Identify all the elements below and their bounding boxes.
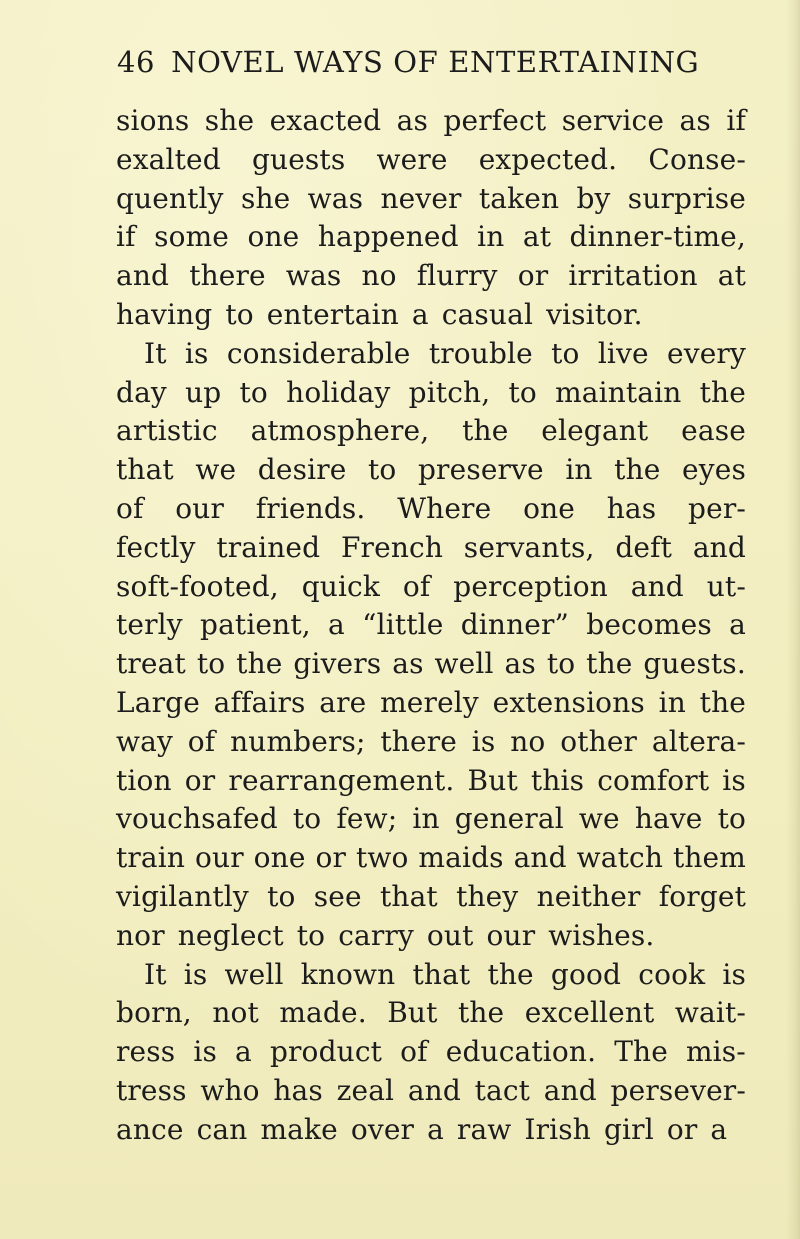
word: as xyxy=(679,104,711,137)
word: product xyxy=(269,1035,383,1069)
word: rearrangement. xyxy=(228,763,455,797)
word: our xyxy=(486,918,536,952)
word: ance xyxy=(116,1112,184,1146)
word: a xyxy=(729,608,746,642)
word: nor xyxy=(116,918,165,952)
word: casual xyxy=(441,297,534,331)
word: not xyxy=(212,996,259,1030)
word: in xyxy=(412,802,440,836)
word: irritation xyxy=(568,259,698,293)
word: our xyxy=(195,841,244,875)
word: if xyxy=(116,220,136,254)
word: the xyxy=(462,414,509,448)
text-line xyxy=(116,102,746,141)
word: ress xyxy=(116,1035,176,1069)
word: trained xyxy=(216,530,321,564)
word: wishes. xyxy=(548,918,655,952)
word: day xyxy=(116,375,167,409)
word: “little xyxy=(362,608,444,642)
text-line xyxy=(116,917,746,956)
word: she xyxy=(204,104,255,137)
word: forget xyxy=(658,879,746,913)
word: desire xyxy=(257,453,347,487)
word: one xyxy=(523,491,575,525)
word: no xyxy=(361,259,397,293)
word: altera- xyxy=(651,724,746,758)
word: has xyxy=(273,1073,323,1107)
word: were xyxy=(376,142,448,176)
word: or xyxy=(517,259,549,293)
word: a xyxy=(235,1035,252,1069)
text-line xyxy=(116,412,746,451)
word: is xyxy=(722,763,746,797)
word: over xyxy=(350,1112,415,1146)
word: have xyxy=(634,802,703,836)
text-line xyxy=(116,1072,746,1111)
word: some xyxy=(154,220,230,254)
text-line xyxy=(116,645,746,684)
word: good xyxy=(550,957,622,991)
text-line xyxy=(116,335,746,374)
word: per- xyxy=(688,491,746,525)
word: neglect xyxy=(177,918,284,952)
word: to xyxy=(368,453,397,487)
word: as xyxy=(392,647,424,681)
word: artistic xyxy=(116,414,218,448)
word: a xyxy=(427,1112,444,1146)
word: the xyxy=(457,996,505,1030)
word: to xyxy=(267,879,296,913)
word: wait- xyxy=(674,996,746,1030)
word: elegant xyxy=(541,414,649,448)
word: known xyxy=(300,957,396,991)
text-line xyxy=(116,1033,746,1072)
word: general xyxy=(454,802,564,836)
word: tact xyxy=(474,1073,531,1107)
word: that xyxy=(412,957,471,991)
word: if xyxy=(726,104,746,137)
text-line xyxy=(116,1111,746,1150)
word: well xyxy=(434,647,494,681)
text-line xyxy=(116,684,746,723)
word: givers xyxy=(293,647,382,681)
word: the xyxy=(699,375,746,409)
word: a xyxy=(328,608,345,642)
word: as xyxy=(396,104,429,137)
word: tion xyxy=(116,763,172,797)
word: sions xyxy=(116,104,190,137)
word: guests xyxy=(251,142,346,176)
word: they xyxy=(456,879,519,913)
word: merely xyxy=(380,685,479,719)
word: can xyxy=(196,1112,248,1146)
word: soft-footed, xyxy=(116,569,279,603)
word: and xyxy=(630,569,684,603)
word: we xyxy=(195,453,237,487)
word: perfect xyxy=(443,104,547,137)
word: visitor. xyxy=(546,297,643,331)
body-text xyxy=(116,102,746,1150)
word: the xyxy=(699,685,746,719)
word: terly xyxy=(116,608,183,642)
word: vouchsafed xyxy=(116,802,278,836)
word: It xyxy=(144,957,167,991)
word: and xyxy=(543,1073,597,1107)
word: watch xyxy=(576,841,664,875)
text-line xyxy=(116,568,746,607)
running-head xyxy=(117,44,700,80)
word: Conse- xyxy=(648,142,746,176)
word: pitch, xyxy=(408,375,491,409)
word: live xyxy=(597,336,649,370)
word: there xyxy=(189,259,266,293)
word: mis- xyxy=(685,1035,746,1069)
word: maintain xyxy=(555,375,682,409)
word: education. xyxy=(445,1035,597,1069)
word: French xyxy=(340,530,444,564)
word: of xyxy=(116,491,144,525)
word: quick xyxy=(301,569,380,603)
word: she xyxy=(240,181,291,215)
word: becomes xyxy=(586,608,712,642)
word: eyes xyxy=(682,453,746,487)
text-line xyxy=(116,994,746,1033)
word: dinner-time, xyxy=(569,220,746,254)
word: few; xyxy=(336,802,398,836)
word: one xyxy=(253,841,306,875)
word: and xyxy=(513,841,567,875)
word: or xyxy=(666,1112,698,1146)
word: persever- xyxy=(610,1073,746,1107)
text-line xyxy=(116,490,746,529)
text-line xyxy=(116,762,746,801)
word: a xyxy=(411,297,429,331)
word: was xyxy=(307,181,364,215)
word: is xyxy=(184,336,209,370)
word: this xyxy=(530,763,585,797)
text-line xyxy=(116,180,746,219)
word: at xyxy=(522,220,552,254)
word: of xyxy=(402,569,431,603)
word: treat xyxy=(116,647,186,681)
word: one xyxy=(247,220,300,254)
word: other xyxy=(560,724,638,758)
word: by xyxy=(576,181,611,215)
word: excellent xyxy=(524,996,655,1030)
word: as xyxy=(504,647,536,681)
word: preserve xyxy=(417,453,544,487)
word: But xyxy=(467,763,518,797)
word: to xyxy=(292,802,322,836)
word: carry xyxy=(338,918,414,952)
text-line xyxy=(116,839,746,878)
word: was xyxy=(285,259,342,293)
word: never xyxy=(380,181,462,215)
running-title: NOVEL WAYS OF ENTERTAINING xyxy=(171,45,700,79)
word: two xyxy=(355,841,409,875)
word: is xyxy=(183,957,208,991)
word: comfort xyxy=(597,763,710,797)
word: the xyxy=(614,453,661,487)
word: fectly xyxy=(116,530,196,564)
text-line xyxy=(116,529,746,568)
word: happened xyxy=(317,220,459,254)
word: at xyxy=(717,259,746,293)
word: no xyxy=(510,724,546,758)
text-line xyxy=(116,723,746,762)
word: to xyxy=(551,336,580,370)
word: perception xyxy=(453,569,608,603)
word: is xyxy=(471,724,496,758)
word: the xyxy=(236,647,283,681)
word: in xyxy=(477,220,505,254)
word: dinner” xyxy=(460,608,569,642)
word: has xyxy=(606,491,657,525)
word: But xyxy=(387,996,438,1030)
word: trouble xyxy=(428,336,533,370)
word: is xyxy=(193,1035,217,1069)
word: that xyxy=(380,879,438,913)
word: zeal xyxy=(336,1073,395,1107)
text-line xyxy=(116,374,746,413)
word: expected. xyxy=(478,142,618,176)
text-line xyxy=(116,141,746,180)
word: Large xyxy=(116,685,200,719)
page-edge-shadow xyxy=(786,0,800,1239)
word: the xyxy=(487,957,534,991)
word: service xyxy=(561,104,665,137)
word: exacted xyxy=(269,104,382,137)
word: tress xyxy=(116,1073,187,1107)
word: born, xyxy=(116,996,192,1030)
word: is xyxy=(722,957,746,991)
word: we xyxy=(578,802,620,836)
text-line xyxy=(116,451,746,490)
word: well xyxy=(224,957,284,991)
word: to xyxy=(508,375,537,409)
word: Where xyxy=(397,491,492,525)
word: of xyxy=(187,724,216,758)
word: there xyxy=(380,724,457,758)
word: see xyxy=(313,879,362,913)
word: way xyxy=(116,724,173,758)
word: holiday xyxy=(286,375,391,409)
text-line xyxy=(116,956,746,995)
word: to xyxy=(225,297,254,331)
word: to xyxy=(296,918,326,952)
word: Irish xyxy=(524,1112,591,1146)
word: or xyxy=(184,763,216,797)
word: servants, xyxy=(463,530,595,564)
word: patient, xyxy=(200,608,311,642)
word: up xyxy=(185,375,222,409)
word: cook xyxy=(638,957,706,991)
text-line xyxy=(116,606,746,645)
word: deft xyxy=(615,530,673,564)
text-line xyxy=(116,218,746,257)
text-line xyxy=(116,800,746,839)
word: taken xyxy=(478,181,560,215)
word: train xyxy=(116,841,186,875)
word: considerable xyxy=(226,336,411,370)
word: out xyxy=(426,918,474,952)
word: and xyxy=(407,1073,461,1107)
word: raw xyxy=(456,1112,512,1146)
word: extensions xyxy=(492,685,645,719)
word: are xyxy=(319,685,367,719)
word: ut- xyxy=(706,569,746,603)
word: vigilantly xyxy=(116,879,249,913)
word: to xyxy=(546,647,576,681)
word: to xyxy=(239,375,268,409)
word: our xyxy=(175,491,225,525)
word: make xyxy=(260,1112,338,1146)
word: guests. xyxy=(643,647,746,681)
word: maids xyxy=(418,841,504,875)
word: made. xyxy=(279,996,367,1030)
word: to xyxy=(717,802,746,836)
word: in xyxy=(658,685,686,719)
word: to xyxy=(196,647,226,681)
word: of xyxy=(400,1035,428,1069)
word: surprise xyxy=(627,181,746,215)
word: friends. xyxy=(255,491,366,525)
page-number: 46 xyxy=(117,45,156,79)
word: neither xyxy=(536,879,641,913)
word: having xyxy=(116,297,213,331)
word: the xyxy=(586,647,633,681)
word: that xyxy=(116,453,174,487)
word: them xyxy=(672,841,746,875)
word: exalted xyxy=(116,142,221,176)
word: flurry xyxy=(416,259,498,293)
word: in xyxy=(565,453,593,487)
word: and xyxy=(692,530,746,564)
word: and xyxy=(116,259,170,293)
word: The xyxy=(614,1035,668,1069)
word: It xyxy=(144,336,167,370)
text-line xyxy=(116,257,746,296)
word: entertain xyxy=(266,297,399,331)
text-line xyxy=(116,296,746,335)
word: numbers; xyxy=(230,724,366,758)
word: who xyxy=(200,1073,260,1107)
word: quently xyxy=(116,181,224,215)
text-line xyxy=(116,878,746,917)
word: ease xyxy=(681,414,746,448)
word: a xyxy=(710,1112,728,1146)
word: affairs xyxy=(213,685,306,719)
word: girl xyxy=(603,1112,654,1146)
word: or xyxy=(315,841,347,875)
word: every xyxy=(667,336,746,370)
word: atmosphere, xyxy=(250,414,430,448)
